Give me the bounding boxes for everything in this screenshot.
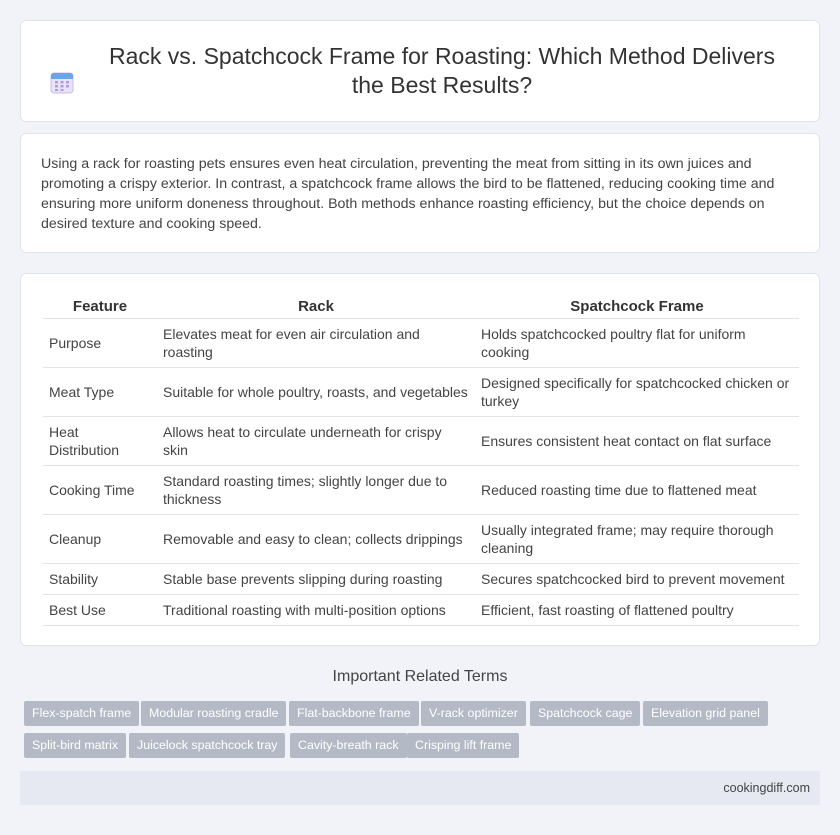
table-cell: Holds spatchcocked poultry flat for uniform cooking [475,319,799,368]
table-row [43,595,799,626]
tag-flat-backbone-frame[interactable]: Flat-backbone frame [289,701,419,726]
tag-split-bird-matrix[interactable]: Split-bird matrix [24,733,126,758]
header-spatchcock-frame: Spatchcock Frame [475,296,799,319]
title-card [20,20,820,122]
table-cell: Stable base prevents slipping during roasting [157,564,475,595]
comparison-table [43,296,799,626]
tag-cavity-breath-rack[interactable]: Cavity-breath rack [290,733,407,758]
header-rack: Rack [157,296,475,319]
table-row [43,515,799,564]
footer [20,771,820,805]
page-title: Rack vs. Spatchcock Frame for Roasting: Which Method Delivers the Best Results? [109,43,775,98]
tag-spatchcock-cage[interactable]: Spatchcock cage [530,701,640,726]
table-row [43,417,799,466]
table-cell: Reduced roasting time due to flattened meat [475,466,799,515]
intro-card [20,133,820,253]
table-row [43,319,799,368]
tag-v-rack-optimizer[interactable]: V-rack optimizer [421,701,526,726]
table-cell: Elevates meat for even air circulation and roasting [157,319,475,368]
table-cell: Meat Type [43,368,157,417]
table-header-row [43,296,799,319]
tag-elevation-grid-panel[interactable]: Elevation grid panel [643,701,768,726]
table-cell: Stability [43,564,157,595]
table-cell: Removable and easy to clean; collects drippings [157,515,475,564]
table-cell: Best Use [43,595,157,626]
table-cell: Cooking Time [43,466,157,515]
table-row [43,368,799,417]
table-cell: Designed specifically for spatchcocked chicken or turkey [475,368,799,417]
tag-modular-roasting-cradle[interactable]: Modular roasting cradle [141,701,286,726]
footer-site-link[interactable]: cookingdiff.com [723,781,810,795]
intro-text: Using a rack for roasting pets ensures even heat circulation, preventing the meat from sitting in its own juices and promoting a crispy exterior. In contrast, a spatchcock frame allows the bird to be flattened, reducing cooking time and ensuring more uniform doneness throughout. Both methods enhance roasting efficiency, but the choice depends on desired texture and cooking speed. [41,156,775,232]
table-cell: Usually integrated frame; may require thorough cleaning [475,515,799,564]
table-cell: Standard roasting times; slightly longer due to thickness [157,466,475,515]
calendar-icon [50,70,74,94]
table-row [43,564,799,595]
comparison-table-card [20,273,820,646]
table-cell: Heat Distribution [43,417,157,466]
table-row [43,466,799,515]
table-cell: Purpose [43,319,157,368]
table-cell: Suitable for whole poultry, roasts, and vegetables [157,368,475,417]
related-terms-title: Important Related Terms [332,668,508,685]
table-cell: Efficient, fast roasting of flattened poultry [475,595,799,626]
tag-juicelock-spatchcock-tray[interactable]: Juicelock spatchcock tray [129,733,285,758]
table-cell: Traditional roasting with multi-position options [157,595,475,626]
table-cell: Allows heat to circulate underneath for crispy skin [157,417,475,466]
tag-flex-spatch-frame[interactable]: Flex-spatch frame [24,701,139,726]
tag-crisping-lift-frame[interactable]: Crisping lift frame [407,733,519,758]
table-cell: Secures spatchcocked bird to prevent movement [475,564,799,595]
table-cell: Ensures consistent heat contact on flat surface [475,417,799,466]
header-feature: Feature [43,296,157,319]
table-cell: Cleanup [43,515,157,564]
